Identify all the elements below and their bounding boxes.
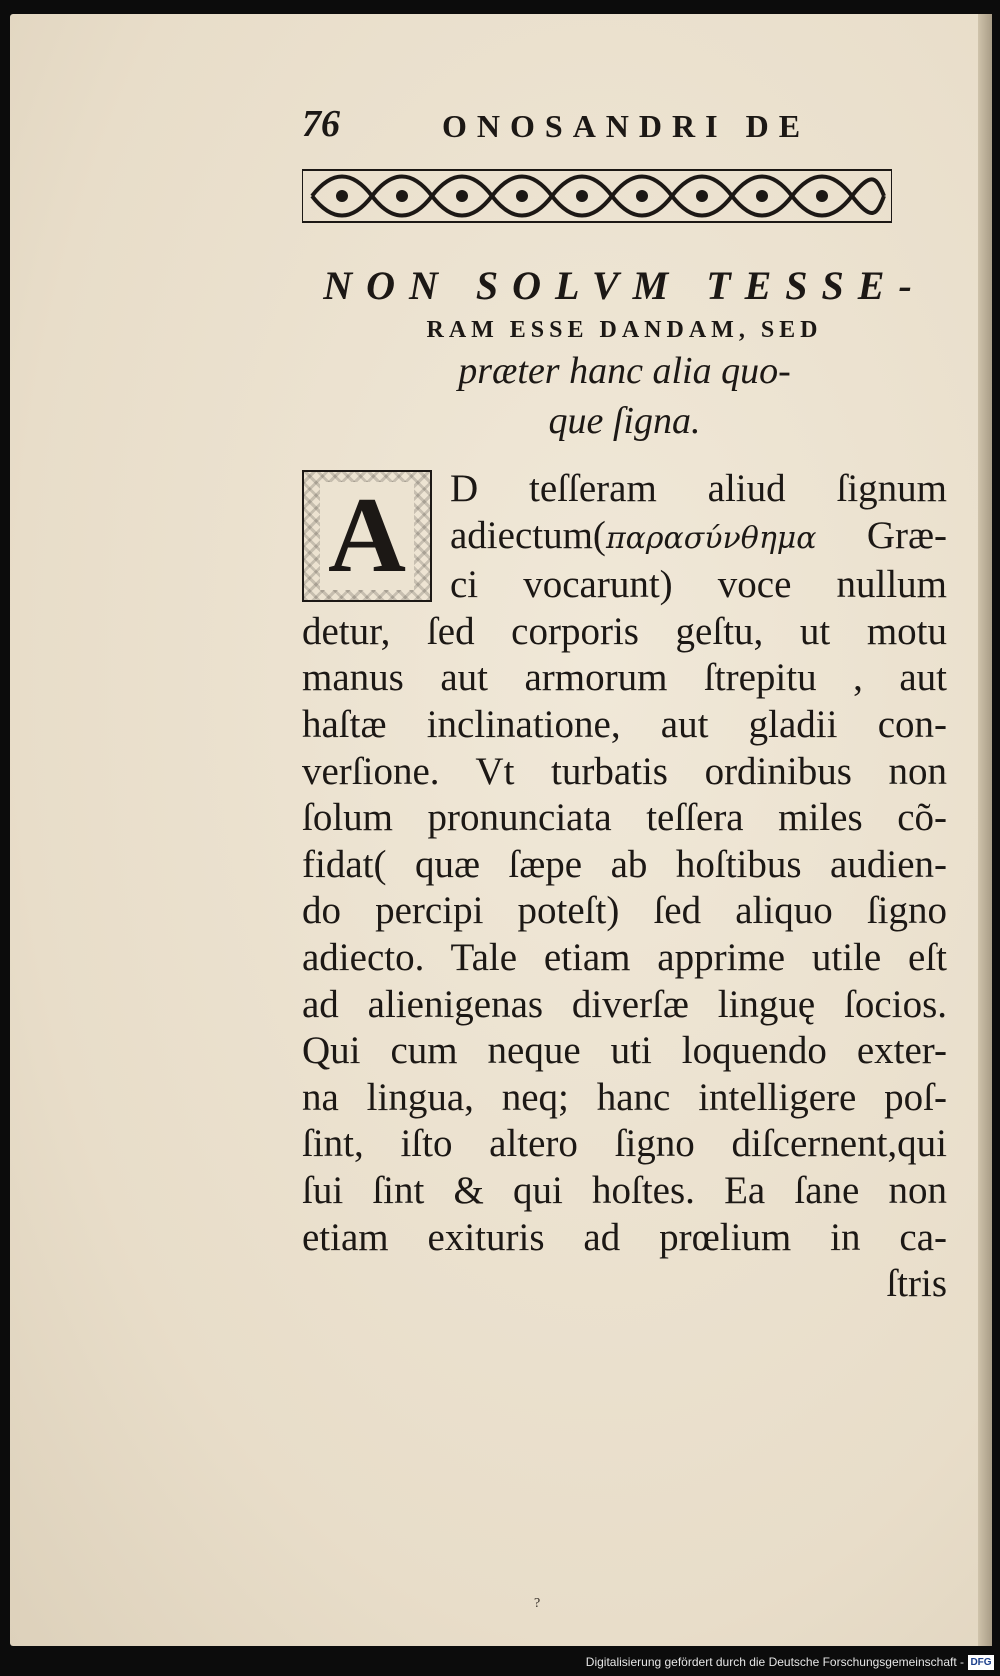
page-edge [978, 14, 992, 1646]
chapter-heading-line-1: NON SOLVM TESSE- [323, 263, 926, 308]
text-segment: Græ- [816, 513, 947, 557]
chapter-heading-line-4: que ſigna. [548, 400, 701, 442]
catchword: ſtris [886, 1262, 947, 1306]
text-line: ſint, iſto altero ſigno diſcernent,qui [302, 1122, 947, 1166]
text-line: ad alienigenas diverſæ linguę ſocios. [302, 982, 947, 1026]
funding-credit: Digitalisierung gefördert durch die Deutsche Forschungsgemeinschaft - [585, 1655, 964, 1669]
ornament-band [302, 160, 892, 232]
footer-bar [0, 1646, 1000, 1676]
dfg-logo-icon: DFG [968, 1655, 994, 1670]
text-block [302, 96, 947, 1308]
text-line: do percipi poteſt) ſed aliquo ſigno [302, 889, 947, 933]
book-page [10, 14, 992, 1646]
text-line: Qui cum neque uti loquendo exter- [302, 1029, 947, 1073]
running-head [302, 96, 947, 156]
drop-cap [302, 470, 432, 602]
drop-cap-letter: A [320, 482, 414, 590]
text-line: detur, ſed corporis geſtu, ut motu [302, 609, 947, 653]
body-text [302, 466, 947, 1308]
text-line: haſtæ inclinatione, aut gladii con- [302, 702, 947, 746]
text-line: etiam exituris ad prœlium in ca- [302, 1215, 947, 1259]
text-line: D teſſeram aliud ſignum [450, 467, 947, 510]
page-number: 76 [302, 103, 340, 145]
text-line: ſui ſint & qui hoſtes. Ea ſane non [302, 1168, 947, 1212]
text-line: na lingua, neq; hanc intelligere poſ- [302, 1075, 947, 1119]
text-line: verſione. Vt turbatis ordinibus non [302, 749, 947, 793]
text-segment: adiectum( [450, 513, 606, 557]
chapter-heading-line-3: præter hanc alia quo- [458, 350, 791, 392]
text-line: manus aut armorum ſtrepitu , aut [302, 656, 947, 700]
greek-term: παρασύνθημα [605, 520, 817, 556]
text-line: ci vocarunt) voce nullum [450, 563, 947, 607]
signature-mark: ? [534, 1596, 541, 1611]
text-line: fidat( quæ ſæpe ab hoſtibus audien- [302, 842, 947, 886]
text-line: adiecto. Tale etiam apprime utile eſt [302, 935, 947, 979]
chapter-heading-line-2: RAM ESSE DANDAM, SED [426, 317, 823, 343]
running-title: ONOSANDRI DE [442, 108, 811, 144]
text-line: ſolum pronunciata teſſera miles cõ- [302, 796, 947, 840]
